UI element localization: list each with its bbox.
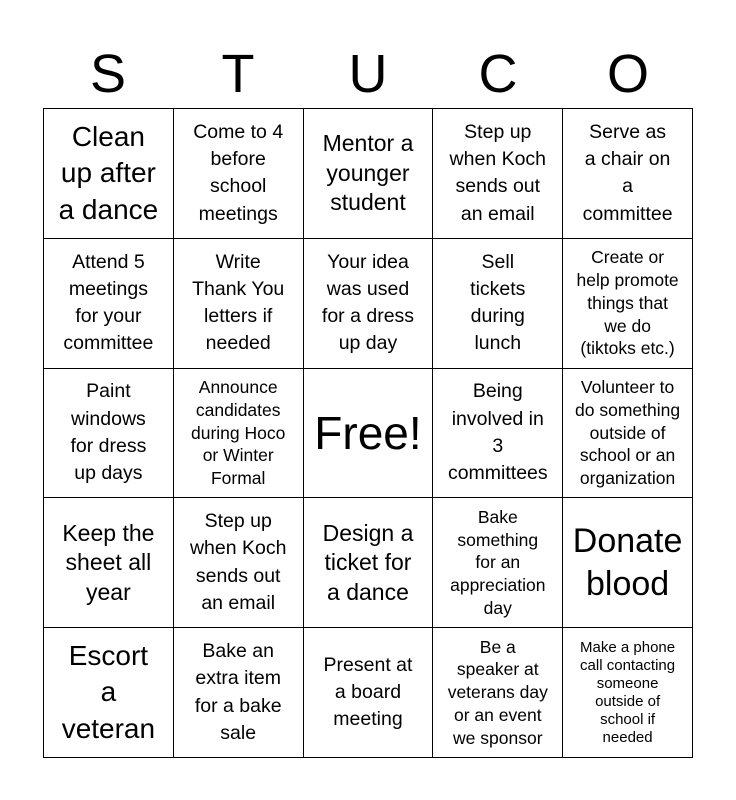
bingo-cell[interactable]: Paint windows for dress up days [44,369,174,499]
bingo-cell[interactable]: Escort a veteran [44,628,174,758]
header-letter-t: T [221,44,255,104]
bingo-cell[interactable]: Present at a board meeting [304,628,434,758]
free-space[interactable]: Free! [304,369,434,499]
bingo-cell[interactable]: Be a speaker at veterans day or an event we sponsor [433,628,563,758]
bingo-cell[interactable]: Serve as a chair on a committee [563,109,693,239]
bingo-cell[interactable]: Bake an extra item for a bake sale [174,628,304,758]
bingo-cell[interactable]: Sell tickets during lunch [433,239,563,369]
bingo-cell[interactable]: Donate blood [563,498,693,628]
bingo-cell[interactable]: Design a ticket for a dance [304,498,434,628]
bingo-grid [43,108,693,758]
header-letter-o: O [606,44,649,104]
header-letter-s: S [89,44,127,104]
bingo-cell[interactable]: Write Thank You letters if needed [174,239,304,369]
bingo-cell[interactable]: Create or help promote things that we do (tiktoks etc.) [563,239,693,369]
bingo-cell[interactable]: Clean up after a dance [44,109,174,239]
header-letter-c: C [478,44,518,104]
bingo-cell[interactable]: Volunteer to do something outside of school or an organization [563,369,693,499]
bingo-cell[interactable]: Your idea was used for a dress up day [304,239,434,369]
bingo-cell[interactable]: Bake something for an appreciation day [433,498,563,628]
bingo-cell[interactable]: Keep the sheet all year [44,498,174,628]
header-letter-u: U [348,44,388,104]
bingo-cell[interactable]: Attend 5 meetings for your committee [44,239,174,369]
bingo-header [43,40,693,108]
bingo-cell[interactable]: Being involved in 3 committees [433,369,563,499]
bingo-cell[interactable]: Step up when Koch sends out an email [433,109,563,239]
bingo-cell[interactable]: Make a phone call contacting someone outside of school if needed [563,628,693,758]
bingo-cell[interactable]: Mentor a younger student [304,109,434,239]
bingo-cell[interactable]: Announce candidates during Hoco or Winter Formal [174,369,304,499]
bingo-cell[interactable]: Come to 4 before school meetings [174,109,304,239]
bingo-cell[interactable]: Step up when Koch sends out an email [174,498,304,628]
